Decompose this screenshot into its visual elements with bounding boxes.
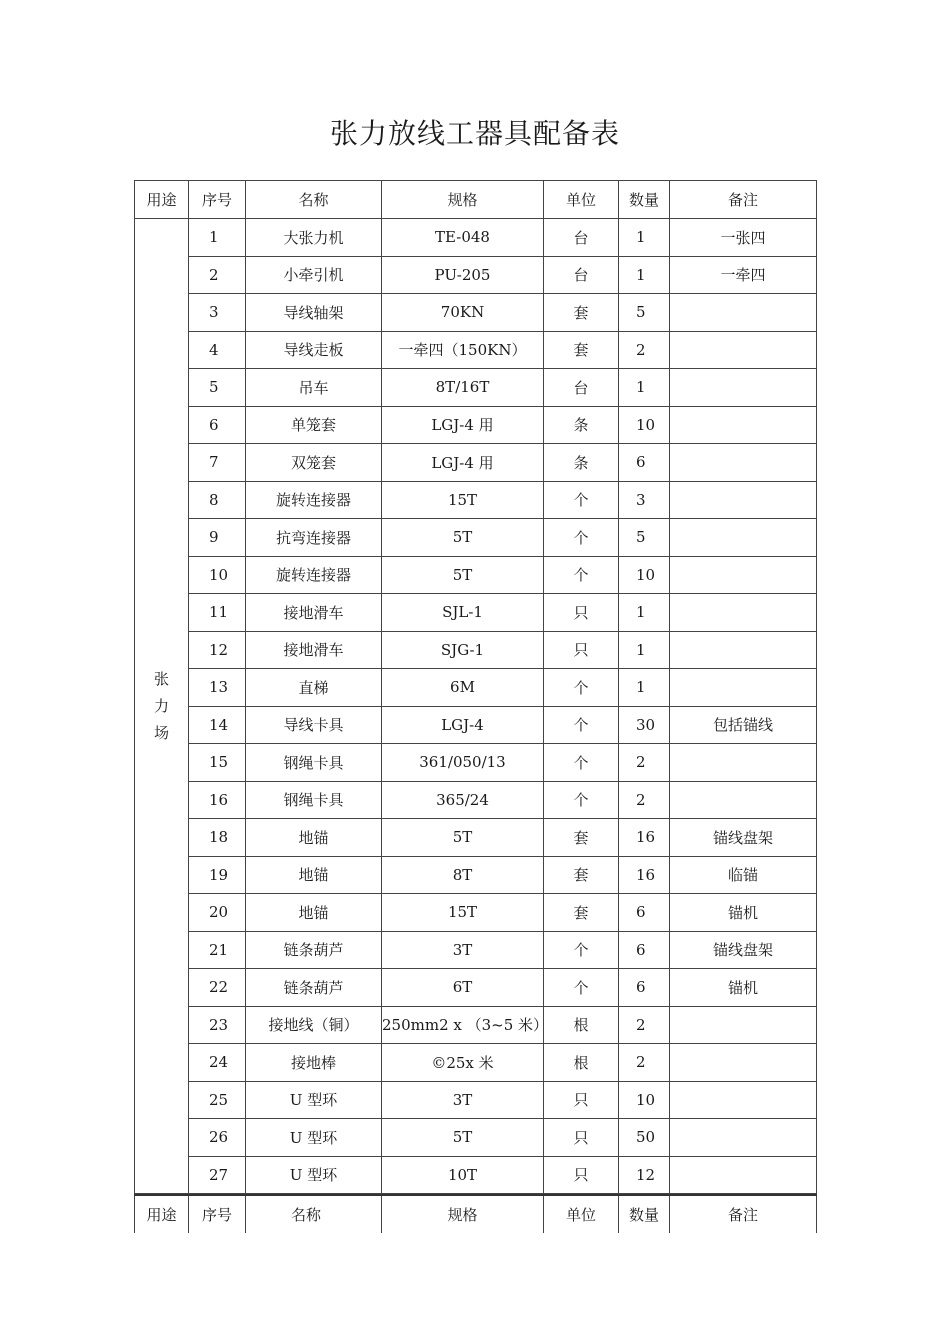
remark-cell <box>670 631 817 669</box>
qty-cell: 10 <box>619 1081 670 1119</box>
table-row <box>135 1044 817 1082</box>
table-row <box>135 519 817 557</box>
header-remark: 备注 <box>670 1195 817 1233</box>
spec-cell: 3T <box>382 1081 544 1119</box>
remark-cell: 一牵四 <box>670 256 817 294</box>
name-cell: 导线走板 <box>246 331 382 369</box>
remark-cell <box>670 369 817 407</box>
spec-cell: SJG-1 <box>382 631 544 669</box>
qty-cell: 3 <box>619 481 670 519</box>
table-header-row <box>135 181 817 219</box>
name-cell: 旋转连接器 <box>246 481 382 519</box>
spec-cell: ©25x 米 <box>382 1044 544 1082</box>
table-row <box>135 444 817 482</box>
table-row <box>135 1006 817 1044</box>
spec-cell: 5T <box>382 819 544 857</box>
remark-cell <box>670 594 817 632</box>
unit-cell: 只 <box>544 1156 619 1194</box>
spec-cell: LGJ-4 用 <box>382 406 544 444</box>
qty-cell: 5 <box>619 519 670 557</box>
table-row <box>135 894 817 932</box>
seq-cell: 22 <box>189 969 246 1007</box>
seq-cell: 2 <box>189 256 246 294</box>
remark-cell <box>670 556 817 594</box>
page-title: 张力放线工器具配备表 <box>329 117 620 150</box>
unit-cell: 台 <box>544 219 619 257</box>
name-cell: 直梯 <box>246 669 382 707</box>
name-cell: U 型环 <box>246 1081 382 1119</box>
spec-cell: 6M <box>382 669 544 707</box>
remark-cell: 锚线盘架 <box>670 931 817 969</box>
seq-cell: 20 <box>189 894 246 932</box>
remark-cell: 包括锚线 <box>670 706 817 744</box>
header-usage: 用途 <box>135 181 189 219</box>
name-cell: U 型环 <box>246 1156 382 1194</box>
spec-cell: LGJ-4 用 <box>382 444 544 482</box>
qty-cell: 10 <box>619 406 670 444</box>
seq-cell: 27 <box>189 1156 246 1194</box>
unit-cell: 个 <box>544 519 619 557</box>
name-cell: 大张力机 <box>246 219 382 257</box>
name-cell: 钢绳卡具 <box>246 744 382 782</box>
spec-cell: 8T <box>382 856 544 894</box>
unit-cell: 个 <box>544 706 619 744</box>
unit-cell: 台 <box>544 256 619 294</box>
name-cell: 旋转连接器 <box>246 556 382 594</box>
table-row <box>135 219 817 257</box>
table-row <box>135 556 817 594</box>
qty-cell: 1 <box>619 256 670 294</box>
name-cell: 链条葫芦 <box>246 969 382 1007</box>
table-row <box>135 819 817 857</box>
spec-cell: 250mm2 x （3~5 米） <box>382 1006 544 1044</box>
table-row <box>135 481 817 519</box>
unit-cell: 套 <box>544 819 619 857</box>
table-row <box>135 294 817 332</box>
remark-cell <box>670 331 817 369</box>
table-row <box>135 331 817 369</box>
remark-cell <box>670 481 817 519</box>
table-row <box>135 256 817 294</box>
seq-cell: 18 <box>189 819 246 857</box>
unit-cell: 条 <box>544 406 619 444</box>
remark-cell <box>670 444 817 482</box>
unit-cell: 个 <box>544 669 619 707</box>
table-row <box>135 744 817 782</box>
spec-cell: 3T <box>382 931 544 969</box>
remark-cell <box>670 1081 817 1119</box>
unit-cell: 只 <box>544 1119 619 1157</box>
seq-cell: 14 <box>189 706 246 744</box>
seq-cell: 3 <box>189 294 246 332</box>
spec-cell: 361/050/13 <box>382 744 544 782</box>
remark-cell <box>670 1006 817 1044</box>
continuation-header-row <box>135 1195 817 1233</box>
table-row <box>135 969 817 1007</box>
remark-cell <box>670 744 817 782</box>
unit-cell: 只 <box>544 594 619 632</box>
qty-cell: 16 <box>619 819 670 857</box>
seq-cell: 26 <box>189 1119 246 1157</box>
unit-cell: 只 <box>544 631 619 669</box>
table-row <box>135 781 817 819</box>
header-unit: 单位 <box>544 1195 619 1233</box>
spec-cell: 15T <box>382 894 544 932</box>
seq-cell: 9 <box>189 519 246 557</box>
remark-cell <box>670 1156 817 1194</box>
unit-cell: 套 <box>544 856 619 894</box>
spec-cell: 365/24 <box>382 781 544 819</box>
name-cell: 小牵引机 <box>246 256 382 294</box>
unit-cell: 条 <box>544 444 619 482</box>
continuation-header-table <box>134 1194 817 1233</box>
spec-cell: PU-205 <box>382 256 544 294</box>
remark-cell <box>670 406 817 444</box>
spec-cell: SJL-1 <box>382 594 544 632</box>
unit-cell: 根 <box>544 1006 619 1044</box>
header-spec: 规格 <box>382 181 544 219</box>
spec-cell: 一牵四（150KN） <box>382 331 544 369</box>
name-cell: 接地滑车 <box>246 594 382 632</box>
seq-cell: 11 <box>189 594 246 632</box>
spec-cell: 70KN <box>382 294 544 332</box>
spec-cell: 6T <box>382 969 544 1007</box>
remark-cell: 临锚 <box>670 856 817 894</box>
unit-cell: 只 <box>544 1081 619 1119</box>
unit-cell: 个 <box>544 744 619 782</box>
table-row <box>135 856 817 894</box>
qty-cell: 1 <box>619 369 670 407</box>
seq-cell: 25 <box>189 1081 246 1119</box>
usage-group-char: 力 <box>153 696 169 715</box>
name-cell: 导线卡具 <box>246 706 382 744</box>
qty-cell: 2 <box>619 331 670 369</box>
seq-cell: 5 <box>189 369 246 407</box>
table-row <box>135 1119 817 1157</box>
name-cell: 抗弯连接器 <box>246 519 382 557</box>
usage-group-char: 场 <box>153 723 169 742</box>
qty-cell: 10 <box>619 556 670 594</box>
unit-cell: 套 <box>544 331 619 369</box>
qty-cell: 2 <box>619 781 670 819</box>
spec-cell: 15T <box>382 481 544 519</box>
seq-cell: 15 <box>189 744 246 782</box>
unit-cell: 个 <box>544 556 619 594</box>
table-row <box>135 1081 817 1119</box>
seq-cell: 10 <box>189 556 246 594</box>
header-name: 名称 <box>246 181 382 219</box>
table-row <box>135 406 817 444</box>
unit-cell: 台 <box>544 369 619 407</box>
spec-cell: TE-048 <box>382 219 544 257</box>
qty-cell: 6 <box>619 894 670 932</box>
unit-cell: 套 <box>544 894 619 932</box>
seq-cell: 1 <box>189 219 246 257</box>
name-cell: 链条葫芦 <box>246 931 382 969</box>
name-cell: 钢绳卡具 <box>246 781 382 819</box>
name-cell: 单笼套 <box>246 406 382 444</box>
spec-cell: 10T <box>382 1156 544 1194</box>
remark-cell: 一张四 <box>670 219 817 257</box>
spec-cell: 5T <box>382 519 544 557</box>
table-row <box>135 594 817 632</box>
seq-cell: 16 <box>189 781 246 819</box>
table-row <box>135 1156 817 1194</box>
name-cell: 吊车 <box>246 369 382 407</box>
seq-cell: 21 <box>189 931 246 969</box>
equipment-table <box>134 180 817 1194</box>
unit-cell: 个 <box>544 969 619 1007</box>
table-row <box>135 706 817 744</box>
qty-cell: 6 <box>619 931 670 969</box>
remark-cell <box>670 519 817 557</box>
seq-cell: 23 <box>189 1006 246 1044</box>
qty-cell: 12 <box>619 1156 670 1194</box>
qty-cell: 2 <box>619 1006 670 1044</box>
usage-group-cell <box>135 219 189 1194</box>
name-cell: 接地棒 <box>246 1044 382 1082</box>
qty-cell: 2 <box>619 1044 670 1082</box>
qty-cell: 6 <box>619 969 670 1007</box>
spec-cell: LGJ-4 <box>382 706 544 744</box>
remark-cell <box>670 1044 817 1082</box>
seq-cell: 24 <box>189 1044 246 1082</box>
header-qty: 数量 <box>619 181 670 219</box>
name-cell: 地锚 <box>246 819 382 857</box>
qty-cell: 6 <box>619 444 670 482</box>
unit-cell: 根 <box>544 1044 619 1082</box>
header-seq: 序号 <box>189 1195 246 1233</box>
seq-cell: 19 <box>189 856 246 894</box>
table-row <box>135 669 817 707</box>
unit-cell: 个 <box>544 781 619 819</box>
usage-group-char: 张 <box>153 669 169 688</box>
unit-cell: 个 <box>544 481 619 519</box>
header-seq: 序号 <box>189 181 246 219</box>
header-qty: 数量 <box>619 1195 670 1233</box>
qty-cell: 1 <box>619 219 670 257</box>
table-row <box>135 631 817 669</box>
header-unit: 单位 <box>544 181 619 219</box>
seq-cell: 6 <box>189 406 246 444</box>
header-remark: 备注 <box>670 181 817 219</box>
unit-cell: 套 <box>544 294 619 332</box>
name-cell: 地锚 <box>246 894 382 932</box>
qty-cell: 1 <box>619 594 670 632</box>
unit-cell: 个 <box>544 931 619 969</box>
seq-cell: 12 <box>189 631 246 669</box>
spec-cell: 8T/16T <box>382 369 544 407</box>
header-name: 名称 <box>246 1195 382 1233</box>
qty-cell: 16 <box>619 856 670 894</box>
qty-cell: 1 <box>619 631 670 669</box>
table-row <box>135 931 817 969</box>
seq-cell: 7 <box>189 444 246 482</box>
name-cell: 接地滑车 <box>246 631 382 669</box>
seq-cell: 8 <box>189 481 246 519</box>
remark-cell <box>670 294 817 332</box>
name-cell: 导线轴架 <box>246 294 382 332</box>
name-cell: 地锚 <box>246 856 382 894</box>
remark-cell: 锚线盘架 <box>670 819 817 857</box>
header-usage: 用途 <box>135 1195 189 1233</box>
remark-cell <box>670 669 817 707</box>
qty-cell: 30 <box>619 706 670 744</box>
remark-cell <box>670 1119 817 1157</box>
seq-cell: 4 <box>189 331 246 369</box>
header-spec: 规格 <box>382 1195 544 1233</box>
qty-cell: 50 <box>619 1119 670 1157</box>
name-cell: 双笼套 <box>246 444 382 482</box>
table-row <box>135 369 817 407</box>
remark-cell: 锚机 <box>670 894 817 932</box>
remark-cell: 锚机 <box>670 969 817 1007</box>
spec-cell: 5T <box>382 1119 544 1157</box>
qty-cell: 5 <box>619 294 670 332</box>
seq-cell: 13 <box>189 669 246 707</box>
spec-cell: 5T <box>382 556 544 594</box>
qty-cell: 1 <box>619 669 670 707</box>
name-cell: 接地线（铜） <box>246 1006 382 1044</box>
name-cell: U 型环 <box>246 1119 382 1157</box>
qty-cell: 2 <box>619 744 670 782</box>
remark-cell <box>670 781 817 819</box>
